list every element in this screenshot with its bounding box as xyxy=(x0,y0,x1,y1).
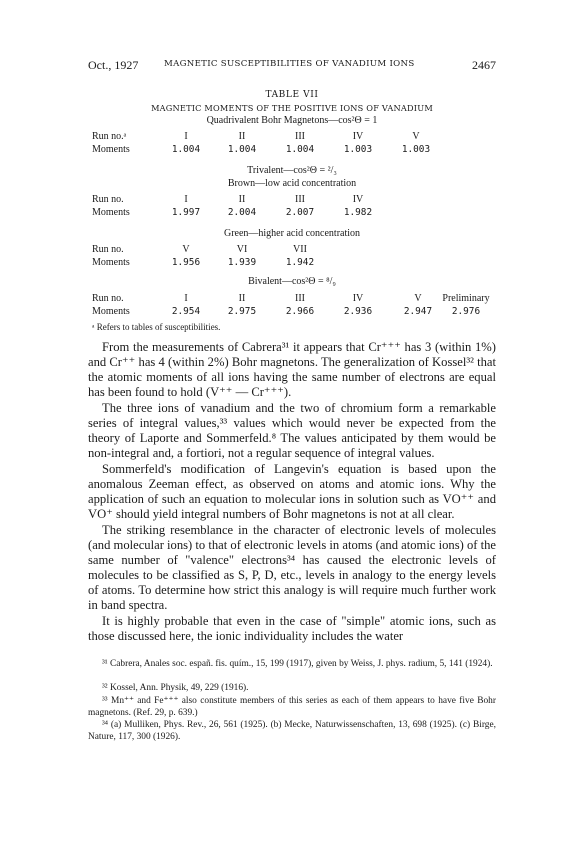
run-number: III xyxy=(295,194,305,205)
run-number-row xyxy=(92,194,502,206)
section-subhead: Green—higher acid concentration xyxy=(223,228,361,239)
run-number: V xyxy=(414,293,422,304)
moments-row xyxy=(92,257,502,269)
moments-row xyxy=(92,144,502,156)
run-number: II xyxy=(238,194,246,205)
body-paragraph: The three ions of vanadium and the two of chromium form a remarkable series of integral values,³³ values which would never be expected from the theory of Laporte and Sommerfeld.⁸ The values anticipated by them would be non-integral and, a fortiori, not a regular sequence of integral values. xyxy=(88,401,496,461)
footnote: ³² Kossel, Ann. Physik, 49, 229 (1916). xyxy=(102,683,249,693)
section-subhead: Quadrivalent Bohr Magnetons—cos²Θ = 1 xyxy=(206,115,378,126)
body-paragraph: It is highly probable that even in the case of "simple" atomic ions, such as those discussed here, the ionic individuality includes the water xyxy=(88,614,496,644)
table-footnote: ᵃ Refers to tables of susceptibilities. xyxy=(92,322,221,332)
table-title: TABLE VII xyxy=(265,90,319,100)
footnote: ³³ Mn⁺⁺ and Fe⁺⁺⁺ also constitute members of this series as each of them appears to have five Bohr magnetons. (Ref. 29, p. 639.) xyxy=(88,696,496,718)
moment-value: 2.976 xyxy=(451,306,481,317)
moment-value: 1.004 xyxy=(285,144,315,155)
row-label: Moments xyxy=(92,306,130,317)
table-caption: MAGNETIC MOMENTS OF THE POSITIVE IONS OF VANADIUM xyxy=(151,103,433,113)
moment-value: 2.947 xyxy=(403,306,433,317)
moment-value: 1.956 xyxy=(171,257,201,268)
run-number: VII xyxy=(293,244,307,255)
moment-value: 2.936 xyxy=(343,306,373,317)
moment-value: 1.942 xyxy=(285,257,315,268)
running-head xyxy=(88,58,496,76)
moment-value: 1.997 xyxy=(171,207,201,218)
moments-row xyxy=(92,306,502,318)
run-number: I xyxy=(184,293,188,304)
section-subhead: Brown—low acid concentration xyxy=(227,178,357,189)
run-number: IV xyxy=(352,194,364,205)
moment-value: 2.007 xyxy=(285,207,315,218)
run-number: II xyxy=(238,293,246,304)
run-number-row xyxy=(92,293,502,305)
row-label: Run no. xyxy=(92,194,124,205)
section-subhead: Trivalent—cos²Θ = ²/₃ xyxy=(247,165,337,176)
footnote: ³¹ Cabrera, Anales soc. españ. fis. quím., 15, 199 (1917), given by Weiss, J. phys. radium, 5, 141 (1924). xyxy=(102,659,493,669)
article-title: MAGNETIC SUSCEPTIBILITIES OF VANADIUM IONS xyxy=(164,59,415,69)
run-number: IV xyxy=(352,293,364,304)
run-number: V xyxy=(182,244,190,255)
moment-value: 2.966 xyxy=(285,306,315,317)
run-number-row xyxy=(92,131,502,143)
section-subhead: Bivalent—cos²Θ = ⁸/₉ xyxy=(248,276,336,287)
body-paragraph: From the measurements of Cabrera³¹ it appears that Cr⁺⁺⁺ has 3 (within 1%) and Cr⁺⁺ has 4 (within 2%) Bohr magnetons. The generalization of Kossel³² that the atomic moments of all ions having the same number of electrons are equal has been found to hold (V⁺⁺ — Cr⁺⁺⁺). xyxy=(88,340,496,400)
run-number: I xyxy=(184,131,188,142)
row-label: Moments xyxy=(92,207,130,218)
row-label: Moments xyxy=(92,144,130,155)
moment-value: 1.939 xyxy=(227,257,257,268)
run-number: III xyxy=(295,293,305,304)
page-number: 2467 xyxy=(472,58,496,72)
moment-value: 1.982 xyxy=(343,207,373,218)
row-label: Run no.ᵃ xyxy=(92,131,127,142)
moments-row xyxy=(92,207,502,219)
footnote: ³⁴ (a) Mulliken, Phys. Rev., 26, 561 (1925). (b) Mecke, Naturwissenschaften, 13, 698 (1925). (c) Birge, Nature, 117, 300 (1926). xyxy=(88,720,496,742)
run-number: VI xyxy=(236,244,248,255)
moment-value: 1.003 xyxy=(343,144,373,155)
moment-value: 1.004 xyxy=(171,144,201,155)
journal-date: Oct., 1927 xyxy=(88,58,139,72)
moment-value: 2.975 xyxy=(227,306,257,317)
run-number: III xyxy=(295,131,305,142)
run-number-row xyxy=(92,244,502,256)
row-label: Run no. xyxy=(92,244,124,255)
moment-value: 1.003 xyxy=(401,144,431,155)
run-number: I xyxy=(184,194,188,205)
moment-value: 2.004 xyxy=(227,207,257,218)
moment-value: 1.004 xyxy=(227,144,257,155)
moment-value: 2.954 xyxy=(171,306,201,317)
run-number: II xyxy=(238,131,246,142)
run-number: IV xyxy=(352,131,364,142)
row-label: Moments xyxy=(92,257,130,268)
row-label: Run no. xyxy=(92,293,124,304)
run-number: V xyxy=(412,131,420,142)
body-paragraph: Sommerfeld's modification of Langevin's equation is based upon the anomalous Zeeman effect, as observed on atoms and atomic ions. Why the application of such an equation to molecular ions in solution such as VO⁺⁺ and VO⁺ should yield integral numbers of Bohr magnetons is not at all clear. xyxy=(88,462,496,522)
run-number: Preliminary xyxy=(442,293,490,304)
body-paragraph: The striking resemblance in the character of electronic levels of molecules (and molecular ions) to that of electronic levels in atoms (and atomic ions) of the same number of "valence" electrons³⁴ has caused the electronic levels of molecules to be classified as S, P, D, etc., levels in analogy to the energy levels of atoms. To determine how strict this analogy is will require much further work in band spectra. xyxy=(88,523,496,613)
